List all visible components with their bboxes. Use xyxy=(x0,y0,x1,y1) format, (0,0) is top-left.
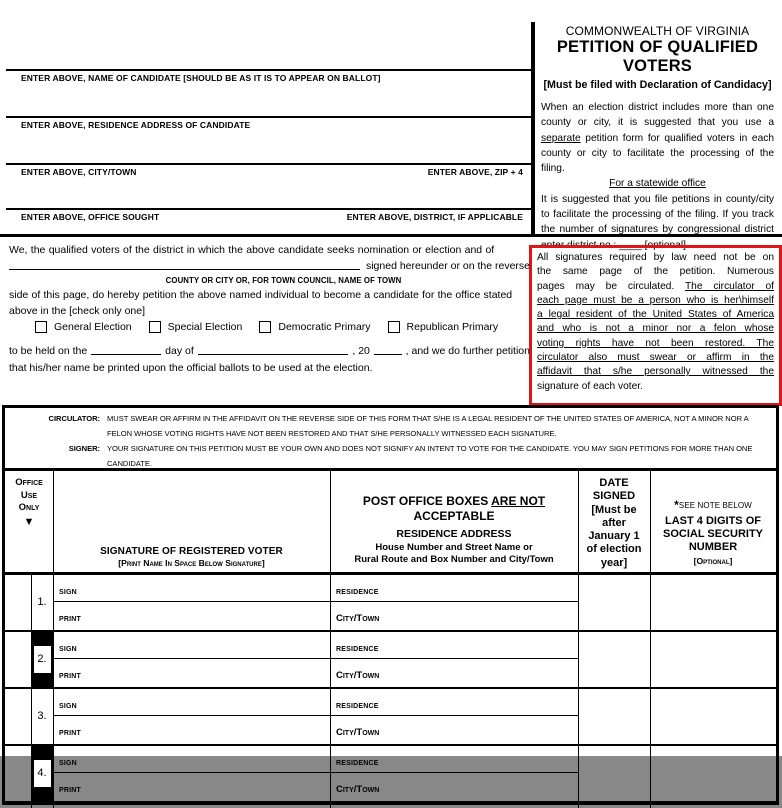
city-town-field[interactable] xyxy=(330,659,578,687)
table-row xyxy=(5,575,776,632)
office-use-only-header xyxy=(5,471,53,572)
checkbox-icon[interactable] xyxy=(35,321,47,333)
ssn-note: *SEE NOTE BELOW xyxy=(674,498,752,512)
signature-subheader-text: [Print Name In Space Below Signature] xyxy=(118,558,265,568)
down-arrow-icon: ▼ xyxy=(23,515,35,528)
print-name-field[interactable] xyxy=(53,716,330,744)
residence-label: RESIDENCE xyxy=(336,759,379,767)
sign-label: SIGN xyxy=(59,759,77,767)
checkbox-icon[interactable] xyxy=(259,321,271,333)
city-town-field[interactable] xyxy=(330,602,578,630)
held-text-3: , 20 xyxy=(352,345,370,357)
checkbox-special-election[interactable] xyxy=(149,321,243,333)
ssn-cell[interactable] xyxy=(650,689,776,744)
name-field-label: ENTER ABOVE, NAME OF CANDIDATE [SHOULD BE AS IT IS TO APPEAR ON BALLOT] xyxy=(21,73,381,83)
signature-header-text: SIGNATURE OF REGISTERED VOTER xyxy=(100,546,283,557)
panel-divider-bar xyxy=(531,22,535,234)
form-subtitle: [Must be filed with Declaration of Candidacy] xyxy=(543,79,772,91)
checkbox-label: Special Election xyxy=(167,321,243,333)
number-inset xyxy=(34,646,51,673)
print-label: PRINT xyxy=(59,672,81,680)
commonwealth-heading: COMMONWEALTH OF VIRGINIA xyxy=(565,24,750,38)
residence-label: RESIDENCE xyxy=(336,645,379,653)
checkbox-general-election[interactable] xyxy=(35,321,132,333)
circulator-text: MUST SWEAR OR AFFIRM IN THE AFFIDAVIT ON THE REVERSE SIDE OF THIS FORM THAT S/HE IS A LEGAL RESIDENT OF THE UNITED STATES OF AMERICA, NOT A MINOR NOR A FELON WHOSE VOTING RIGHTS HAVE NOT BEEN RESTORED AND THAT S/HE PERSONALLY WITNESSED EACH SIGNATURE. xyxy=(107,414,749,438)
residence-field[interactable] xyxy=(330,632,578,658)
held-text-2: day of xyxy=(165,345,194,357)
year-blank[interactable] xyxy=(374,354,402,355)
checkbox-label: Republican Primary xyxy=(406,321,499,333)
field-rule xyxy=(6,116,531,118)
residence-label: RESIDENCE xyxy=(336,702,379,710)
day-blank[interactable] xyxy=(91,354,161,355)
ssn-cell[interactable] xyxy=(650,632,776,687)
circulator-label: CIRCULATOR: xyxy=(48,414,100,423)
residence-field[interactable] xyxy=(330,746,578,772)
county-blank-caption: COUNTY OR CITY OR, FOR TOWN COUNCIL, NAME OF TOWN xyxy=(165,276,402,285)
ssn-column-header xyxy=(650,471,776,572)
form-header-panel xyxy=(541,24,774,253)
form-title: PETITION OF QUALIFIED VOTERS xyxy=(556,38,759,75)
header-instructions: When an election district includes more than one county or city, it is suggested that you use a separate petition form for qualified voters in each county or city to facilitate the processing of the filing. For a statewide office It is suggested that you file petitions in county/city to facilitate the processing of the filing. If you track the number of signatures by congressional district enter district no.: ____ [optional]. xyxy=(541,102,774,251)
signer-label: SIGNER: xyxy=(68,444,100,454)
table-row xyxy=(5,632,776,689)
po-boxes-warning: POST OFFICE BOXES ARE NOT xyxy=(362,494,546,508)
petition-line3: side of this page, do hereby petition the above named individual to become a candidate for the office stated xyxy=(9,289,513,301)
print-name-field[interactable] xyxy=(53,773,330,801)
residence-field[interactable] xyxy=(330,689,578,715)
date-signed-cell[interactable] xyxy=(578,575,650,630)
ssn-cell[interactable] xyxy=(650,746,776,801)
signature-column-header xyxy=(53,471,330,572)
candidate-name-field[interactable] xyxy=(6,24,531,68)
office-field-label: ENTER ABOVE, OFFICE SOUGHT xyxy=(21,212,160,222)
row-number: 3. xyxy=(37,710,47,722)
circulator-notice-box: All signatures required by law need not be on the same page of the petition. Numerous pages may be circulated. The circulator of each page must be a person who is her\himself a legal resident of the United States of America and who is not a minor nor a felon whose voting rights have not been restored. The circulator also must swear or affirm in the affidavit that s/he personally witnessed the signature of each voter. xyxy=(529,245,782,406)
sign-label: SIGN xyxy=(59,702,77,710)
signature-field[interactable] xyxy=(53,575,330,601)
checkbox-label: General Election xyxy=(54,321,132,333)
city-field-label: ENTER ABOVE, CITY/TOWN xyxy=(21,167,137,177)
table-row xyxy=(5,689,776,746)
held-text-4: , and we do further petition xyxy=(405,345,530,357)
held-text-1: to be held on the xyxy=(9,345,88,357)
checkbox-icon[interactable] xyxy=(388,321,400,333)
city-town-field[interactable] xyxy=(330,773,578,801)
print-label: PRINT xyxy=(59,786,81,794)
row-number-cell xyxy=(31,575,53,630)
residence-hint-1: House Number and Street Name or xyxy=(375,542,533,553)
signature-field[interactable] xyxy=(53,746,330,772)
signature-table xyxy=(2,405,779,805)
row-number: 2. xyxy=(37,653,47,665)
city-town-label: City/Town xyxy=(336,726,380,738)
date-signed-cell[interactable] xyxy=(578,632,650,687)
ssn-optional: [Optional] xyxy=(693,555,733,566)
print-name-field[interactable] xyxy=(53,659,330,687)
circulator-signer-instructions xyxy=(21,412,769,471)
petition-line2-text: signed hereunder or on the reverse xyxy=(365,260,530,272)
election-date-line xyxy=(9,345,530,357)
residence-hint-2: Rural Route and Box Number and City/Town xyxy=(354,554,554,565)
petition-line6: that his/her name be printed upon the official ballots to be used at the election. xyxy=(9,362,373,374)
field-rule xyxy=(6,208,531,210)
date-signed-cell[interactable] xyxy=(578,689,650,744)
county-name-blank[interactable] xyxy=(9,269,360,270)
asterisk-icon: * xyxy=(674,498,679,512)
city-town-label: City/Town xyxy=(336,669,380,681)
sign-label: SIGN xyxy=(59,645,77,653)
residence-address-text: RESIDENCE ADDRESS xyxy=(396,528,512,540)
petition-line4: above in the [check only one] xyxy=(9,305,146,317)
date-signed-cell[interactable] xyxy=(578,746,650,801)
field-rule xyxy=(6,163,531,165)
checkbox-republican-primary[interactable] xyxy=(388,321,499,333)
checkbox-democratic-primary[interactable] xyxy=(259,321,370,333)
signer-text: YOUR SIGNATURE ON THIS PETITION MUST BE YOUR OWN AND DOES NOT SIGNIFY AN INTENT TO VOTE FOR THE CANDIDATE. YOU MAY SIGN PETITIONS FOR MORE THAN ONE CANDIDATE. xyxy=(107,444,753,468)
month-blank[interactable] xyxy=(198,354,349,355)
signature-field[interactable] xyxy=(53,632,330,658)
petition-line1: We, the qualified voters of the district in which the above candidate seeks nomination or election and of xyxy=(9,244,495,256)
city-town-label: City/Town xyxy=(336,783,380,795)
ssn-title: LAST 4 DIGITS OF SOCIAL SECURITY NUMBER xyxy=(662,515,764,554)
print-name-field[interactable] xyxy=(53,602,330,630)
row-number: 4. xyxy=(37,767,47,779)
district-field-label: ENTER ABOVE, DISTRICT, IF APPLICABLE xyxy=(346,212,523,222)
row-number: 1. xyxy=(37,596,47,608)
zip-field-label: ENTER ABOVE, ZIP + 4 xyxy=(427,167,523,177)
print-label: PRINT xyxy=(59,615,81,623)
signature-field[interactable] xyxy=(53,689,330,715)
row-number-cell xyxy=(31,746,53,801)
row-number-cell xyxy=(31,689,53,744)
table-row xyxy=(5,746,776,803)
address-field-label: ENTER ABOVE, RESIDENCE ADDRESS OF CANDIDATE xyxy=(21,120,251,130)
residence-field[interactable] xyxy=(330,575,578,601)
city-town-field[interactable] xyxy=(330,716,578,744)
field-rule xyxy=(6,69,531,71)
residence-column-header xyxy=(330,471,578,572)
print-label: PRINT xyxy=(59,729,81,737)
row-number-cell xyxy=(31,632,53,687)
number-inset xyxy=(34,760,51,787)
checkbox-label: Democratic Primary xyxy=(278,321,371,333)
residence-label: RESIDENCE xyxy=(336,588,379,596)
city-town-label: City/Town xyxy=(336,612,380,624)
signature-rows xyxy=(5,575,776,803)
date-signed-column-header: DATE SIGNED [Must be after January 1 of election year] xyxy=(586,477,642,569)
ssn-cell[interactable] xyxy=(650,575,776,630)
checkbox-icon[interactable] xyxy=(149,321,161,333)
office-use-text: Office Use Only xyxy=(15,477,43,513)
sign-label: SIGN xyxy=(59,588,77,596)
acceptable-text: ACCEPTABLE xyxy=(413,509,495,523)
election-type-checkboxes xyxy=(9,321,556,333)
